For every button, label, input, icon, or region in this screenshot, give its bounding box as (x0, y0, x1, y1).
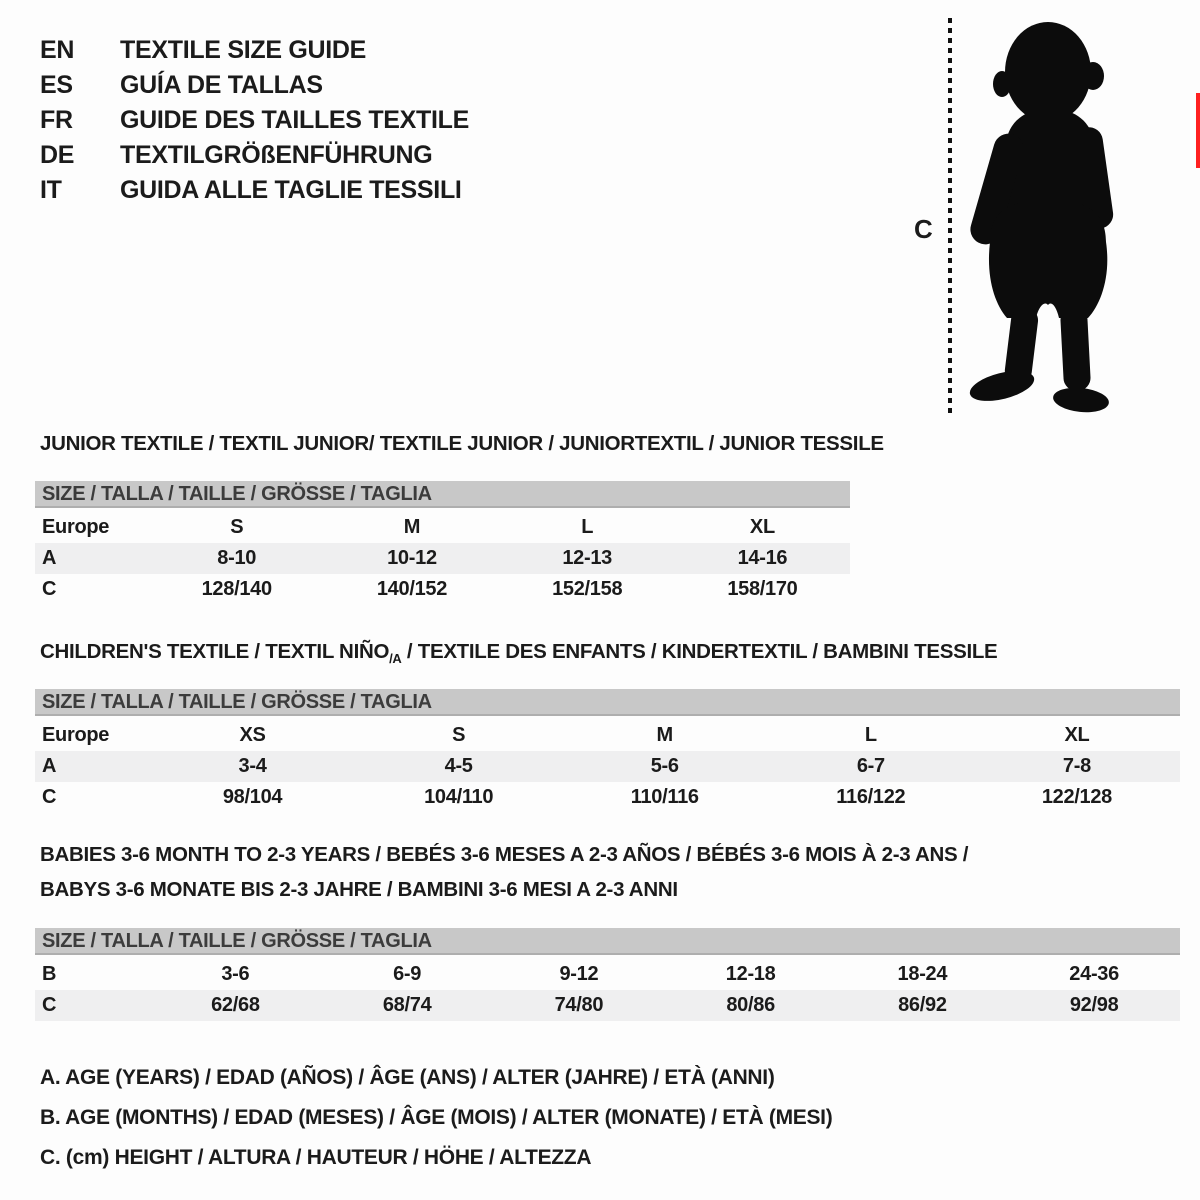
table-cell: 98/104 (222, 786, 283, 808)
table-cell: 14-16 (737, 547, 788, 569)
table-cell: 122/128 (1041, 786, 1113, 808)
table-cell: 74/80 (554, 994, 604, 1016)
children-size-header-bar: SIZE / TALLA / TAILLE / GRÖSSE / TAGLIA (35, 689, 1180, 716)
lang-code: EN (40, 36, 75, 64)
table-row (35, 959, 1180, 990)
babies-section-title-line1: BABIES 3-6 MONTH TO 2-3 YEARS / BEBÉS 3-6 MESES A 2-3 AÑOS / BÉBÉS 3-6 MOIS À 2-3 ANS / (40, 843, 969, 866)
children-table-rows (35, 720, 1180, 813)
measurement-legend (40, 1066, 832, 1186)
lang-title: GUIDE DES TAILLES TEXTILE (120, 106, 470, 134)
table-cell: 152/158 (552, 578, 623, 600)
table-cell: 4-5 (444, 755, 473, 777)
junior-size-table (35, 481, 850, 605)
table-row (35, 512, 850, 543)
table-row (35, 782, 1180, 813)
lang-row-fr (40, 103, 469, 138)
table-cell: 92/98 (1069, 994, 1119, 1016)
table-cell: 80/86 (726, 994, 775, 1016)
row-label: B (42, 963, 57, 985)
table-cell: 9-12 (559, 963, 599, 985)
table-cell: 6-7 (856, 755, 885, 777)
table-cell: 104/110 (424, 786, 494, 808)
lang-code: FR (40, 106, 73, 134)
table-cell: L (581, 516, 594, 538)
row-label: C (42, 578, 57, 600)
row-label: A (42, 547, 57, 569)
red-edge-marker (1196, 93, 1200, 168)
babies-table-rows (35, 959, 1180, 1021)
table-cell: 62/68 (211, 994, 260, 1016)
row-label: A (42, 755, 57, 777)
lang-title: TEXTILGRÖßENFÜHRUNG (120, 141, 433, 169)
table-cell: 5-6 (650, 755, 679, 777)
table-cell: 140/152 (376, 578, 448, 600)
table-cell: 116/122 (836, 786, 906, 808)
lang-code: IT (40, 176, 62, 204)
table-cell: 128/140 (201, 578, 272, 600)
legend-age-months: B. AGE (MONTHS) / EDAD (MESES) / ÂGE (MOIS) / ALTER (MONATE) / ETÀ (MESI) (40, 1106, 833, 1129)
babies-size-table (35, 928, 1180, 1021)
lang-row-it (40, 173, 469, 208)
table-cell: 6-9 (393, 963, 422, 985)
row-label: Europe (42, 516, 110, 538)
table-row (35, 574, 850, 605)
measure-label-c: C (914, 214, 933, 244)
table-cell: 3-6 (221, 963, 250, 985)
table-cell: 3-4 (238, 755, 267, 777)
table-cell: 68/74 (382, 994, 432, 1016)
table-cell: XL (1064, 724, 1090, 746)
language-list (40, 33, 469, 208)
table-cell: 110/116 (630, 786, 699, 808)
lang-row-es (40, 68, 469, 103)
table-cell: S (452, 724, 466, 746)
children-section-title (40, 640, 997, 666)
children-title-suffix: / TEXTILE DES ENFANTS / KINDERTEXTIL / BAMBINI TESSILE (401, 640, 998, 663)
children-title-subscript: /A (389, 651, 402, 667)
lang-row-en (40, 33, 469, 68)
table-cell: 18-24 (897, 963, 948, 985)
table-cell: M (403, 516, 421, 538)
junior-section-title: JUNIOR TEXTILE / TEXTIL JUNIOR/ TEXTILE JUNIOR / JUNIORTEXTIL / JUNIOR TESSILE (40, 432, 884, 455)
row-label: C (42, 994, 57, 1016)
table-row (35, 543, 850, 574)
height-measure-dashed-line (948, 18, 952, 416)
table-cell: 12-13 (562, 547, 612, 569)
legend-age-years: A. AGE (YEARS) / EDAD (AÑOS) / ÂGE (ANS) / ALTER (JAHRE) / ETÀ (ANNI) (40, 1066, 775, 1089)
toddler-silhouette-image (960, 14, 1136, 420)
table-row (35, 990, 1180, 1021)
table-cell: M (656, 724, 673, 746)
table-cell: XS (239, 724, 266, 746)
table-cell: L (864, 724, 877, 746)
lang-title: GUÍA DE TALLAS (120, 71, 323, 99)
table-cell: 8-10 (217, 547, 257, 569)
junior-table-rows (35, 512, 850, 605)
row-label: C (42, 786, 57, 808)
junior-size-header-bar: SIZE / TALLA / TAILLE / GRÖSSE / TAGLIA (35, 481, 850, 508)
babies-section-title-line2: BABYS 3-6 MONATE BIS 2-3 JAHRE / BAMBINI 3-6 MESI A 2-3 ANNI (40, 878, 678, 901)
table-row (35, 720, 1180, 751)
babies-size-header-bar: SIZE / TALLA / TAILLE / GRÖSSE / TAGLIA (35, 928, 1180, 955)
children-title-prefix: CHILDREN'S TEXTILE / TEXTIL NIÑO (40, 640, 390, 663)
lang-code: ES (40, 71, 73, 99)
table-cell: 158/170 (727, 578, 798, 600)
lang-code: DE (40, 141, 75, 169)
table-cell: 86/92 (898, 994, 947, 1016)
table-cell: 10-12 (387, 547, 437, 569)
table-cell: 7-8 (1062, 755, 1091, 777)
table-cell: 12-18 (725, 963, 776, 985)
row-label: Europe (42, 724, 110, 746)
lang-title: TEXTILE SIZE GUIDE (120, 36, 367, 64)
table-row (35, 751, 1180, 782)
lang-title: GUIDA ALLE TAGLIE TESSILI (120, 176, 462, 204)
legend-height-cm: C. (cm) HEIGHT / ALTURA / HAUTEUR / HÖHE / ALTEZZA (40, 1146, 592, 1169)
lang-row-de (40, 138, 469, 173)
table-cell: XL (749, 516, 775, 538)
table-cell: 24-36 (1069, 963, 1119, 985)
children-size-table (35, 689, 1180, 813)
table-cell: S (230, 516, 244, 538)
